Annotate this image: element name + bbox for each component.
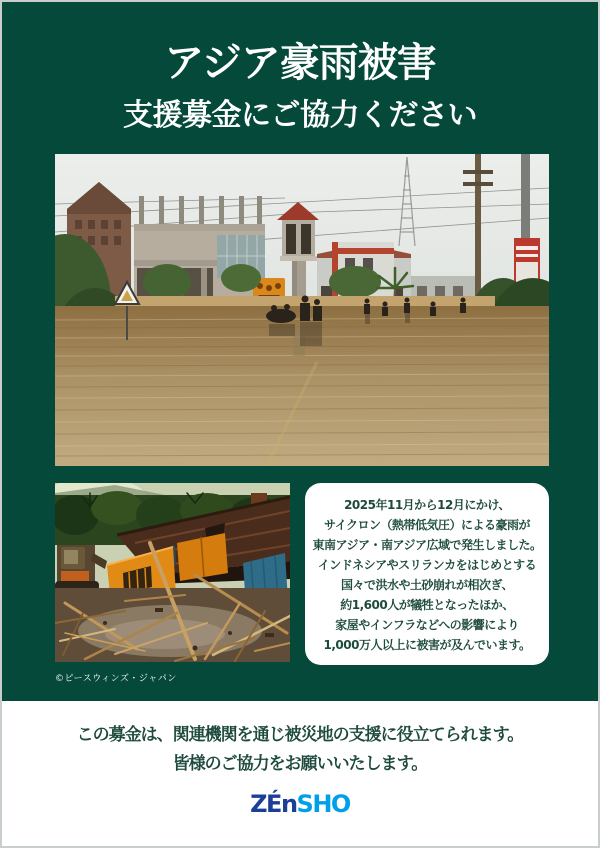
main-photo-flooded-street xyxy=(55,154,549,466)
footer-message-line1: この募金は、関連機関を通じ被災地の支援に役立てられます。 xyxy=(76,725,524,745)
secondary-photo-destroyed-buildings xyxy=(55,483,290,662)
zensho-logo xyxy=(2,789,598,818)
footer-section xyxy=(2,701,598,846)
info-line: 2025年11月から12月にかけ、 xyxy=(344,498,510,512)
info-line: インドネシアやスリランカをはじめとする xyxy=(317,558,537,572)
green-background-section xyxy=(2,2,598,701)
poster-subtitle: 支援募金にご協力ください xyxy=(123,98,477,133)
info-line: 家屋やインフラなどへの影響により xyxy=(335,618,519,632)
info-line: 東南アジア・南アジア広域で発生しました。 xyxy=(312,538,542,552)
disaster-info-box xyxy=(305,483,549,665)
zensho-logo-light-part: SHO xyxy=(296,789,350,818)
info-line: 国々で洪水や土砂崩れが相次ぎ、 xyxy=(340,578,514,592)
photo-credit: ©ピースウィンズ・ジャパン xyxy=(55,674,177,684)
info-line: 1,000万人以上に被害が及んでいます。 xyxy=(323,638,531,652)
poster-title: アジア豪雨被害 xyxy=(164,40,436,86)
footer-message-line2: 皆様のご協力をお願いいたします。 xyxy=(172,754,428,775)
zensho-logo-dark-part: ZÉn xyxy=(250,789,297,818)
info-line: 約1,600人が犠牲となったほか、 xyxy=(340,598,514,612)
info-line: サイクロン（熱帯低気圧）による豪雨が xyxy=(324,518,530,532)
